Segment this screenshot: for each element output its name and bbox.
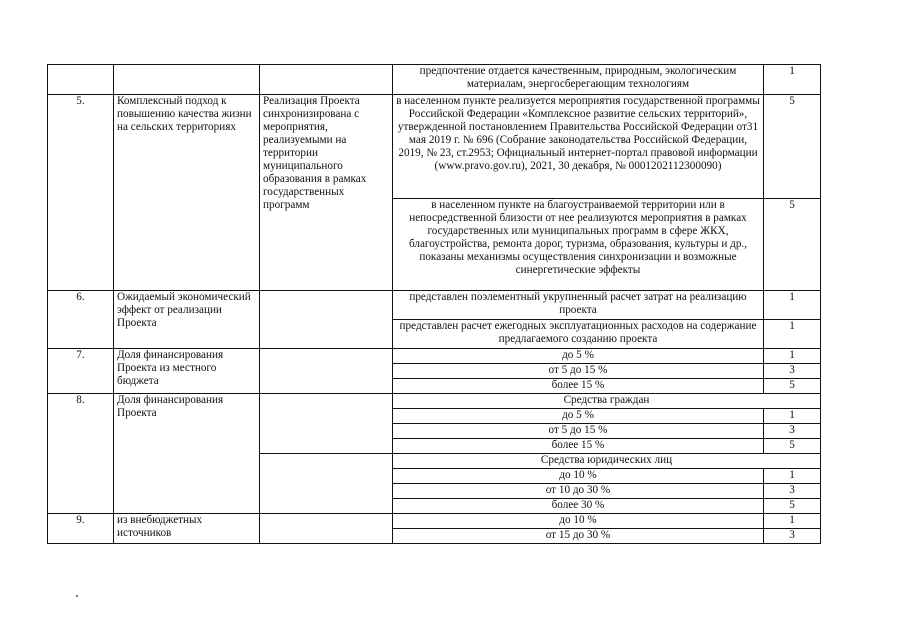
scan-speck <box>76 595 78 597</box>
table-row <box>48 349 821 364</box>
row-number: 5. <box>48 95 114 291</box>
score-cell: 1 <box>764 320 821 349</box>
description-cell: в населенном пункте на благоустраиваемой территории или в непосредственной близости от нее реализуются мероприятия в рамках государственных или муниципальных программ в сфере ЖКХ, благоустройства, ремонта дорог, туризма, образования, культуры и др., показаны механизмы осуществления синхронизации и возможные синергетические эффекты <box>393 199 764 291</box>
score-cell: 3 <box>764 364 821 379</box>
score-cell: 5 <box>764 499 821 514</box>
requirement-cell <box>260 454 393 514</box>
subsection-header: Средства юридических лиц <box>393 454 821 469</box>
requirement-cell <box>260 514 393 544</box>
criteria-table <box>47 64 821 544</box>
description-cell: представлен расчет ежегодных эксплуатационных расходов на содержание предлагаемого созданию проекта <box>393 320 764 349</box>
description-cell: более 30 % <box>393 499 764 514</box>
number-cell <box>48 65 114 95</box>
row-number: 6. <box>48 291 114 349</box>
description-cell: более 15 % <box>393 379 764 394</box>
description-cell: от 5 до 15 % <box>393 424 764 439</box>
requirement-cell <box>260 291 393 349</box>
score-cell: 5 <box>764 379 821 394</box>
description-cell: от 10 до 30 % <box>393 484 764 499</box>
score-cell: 1 <box>764 469 821 484</box>
table-row <box>48 65 821 95</box>
score-cell: 1 <box>764 409 821 424</box>
criterion-cell: Комплексный подход к повышению качества жизни на сельских территориях <box>114 95 260 291</box>
description-cell: представлен поэлементный укрупненный расчет затрат на реализацию проекта <box>393 291 764 320</box>
requirement-cell <box>260 394 393 454</box>
row-number: 9. <box>48 514 114 544</box>
subsection-header: Средства граждан <box>393 394 821 409</box>
criterion-cell <box>114 65 260 95</box>
row-number: 8. <box>48 394 114 514</box>
description-cell: до 10 % <box>393 514 764 529</box>
table-row <box>48 95 821 199</box>
description-cell: предпочтение отдается качественным, природным, экологическим материалам, энергосберегающим технологиям <box>393 65 764 95</box>
criterion-cell: Ожидаемый экономический эффект от реализации Проекта <box>114 291 260 349</box>
requirement-cell <box>260 349 393 394</box>
table-row <box>48 394 821 409</box>
score-cell: 5 <box>764 199 821 291</box>
description-cell: до 5 % <box>393 349 764 364</box>
score-cell: 1 <box>764 291 821 320</box>
description-cell: до 5 % <box>393 409 764 424</box>
description-cell: в населенном пункте реализуется мероприятия государственной программы Российской Федерации «Комплексное развитие сельских территорий», утвержденной постановлением Правительства Российской Федерации от31 мая 2019 г. № 696 (Собрание законодательства Российской Федерации, 2019, № 23, ст.2953; Официальный интернет-портал правовой информации (www.pravo.gov.ru), 2021, 30 декабря, № 0001202112300090) <box>393 95 764 199</box>
row-number: 7. <box>48 349 114 394</box>
score-cell: 1 <box>764 349 821 364</box>
score-cell: 3 <box>764 424 821 439</box>
table-row <box>48 291 821 320</box>
requirement-cell <box>260 65 393 95</box>
criterion-cell: из внебюджетных источников <box>114 514 260 544</box>
description-cell: до 10 % <box>393 469 764 484</box>
description-cell: от 5 до 15 % <box>393 364 764 379</box>
score-cell: 5 <box>764 439 821 454</box>
description-cell: от 15 до 30 % <box>393 529 764 544</box>
score-cell: 5 <box>764 95 821 199</box>
score-cell: 3 <box>764 484 821 499</box>
criterion-cell: Доля финансирования Проекта из местного бюджета <box>114 349 260 394</box>
score-cell: 3 <box>764 529 821 544</box>
table-row <box>48 514 821 529</box>
description-cell: более 15 % <box>393 439 764 454</box>
score-cell: 1 <box>764 65 821 95</box>
score-cell: 1 <box>764 514 821 529</box>
requirement-cell: Реализация Проекта синхронизирована с мероприятия, реализуемыми на территории муниципального образования в рамках государственных программ <box>260 95 393 291</box>
criterion-cell: Доля финансирования Проекта <box>114 394 260 514</box>
